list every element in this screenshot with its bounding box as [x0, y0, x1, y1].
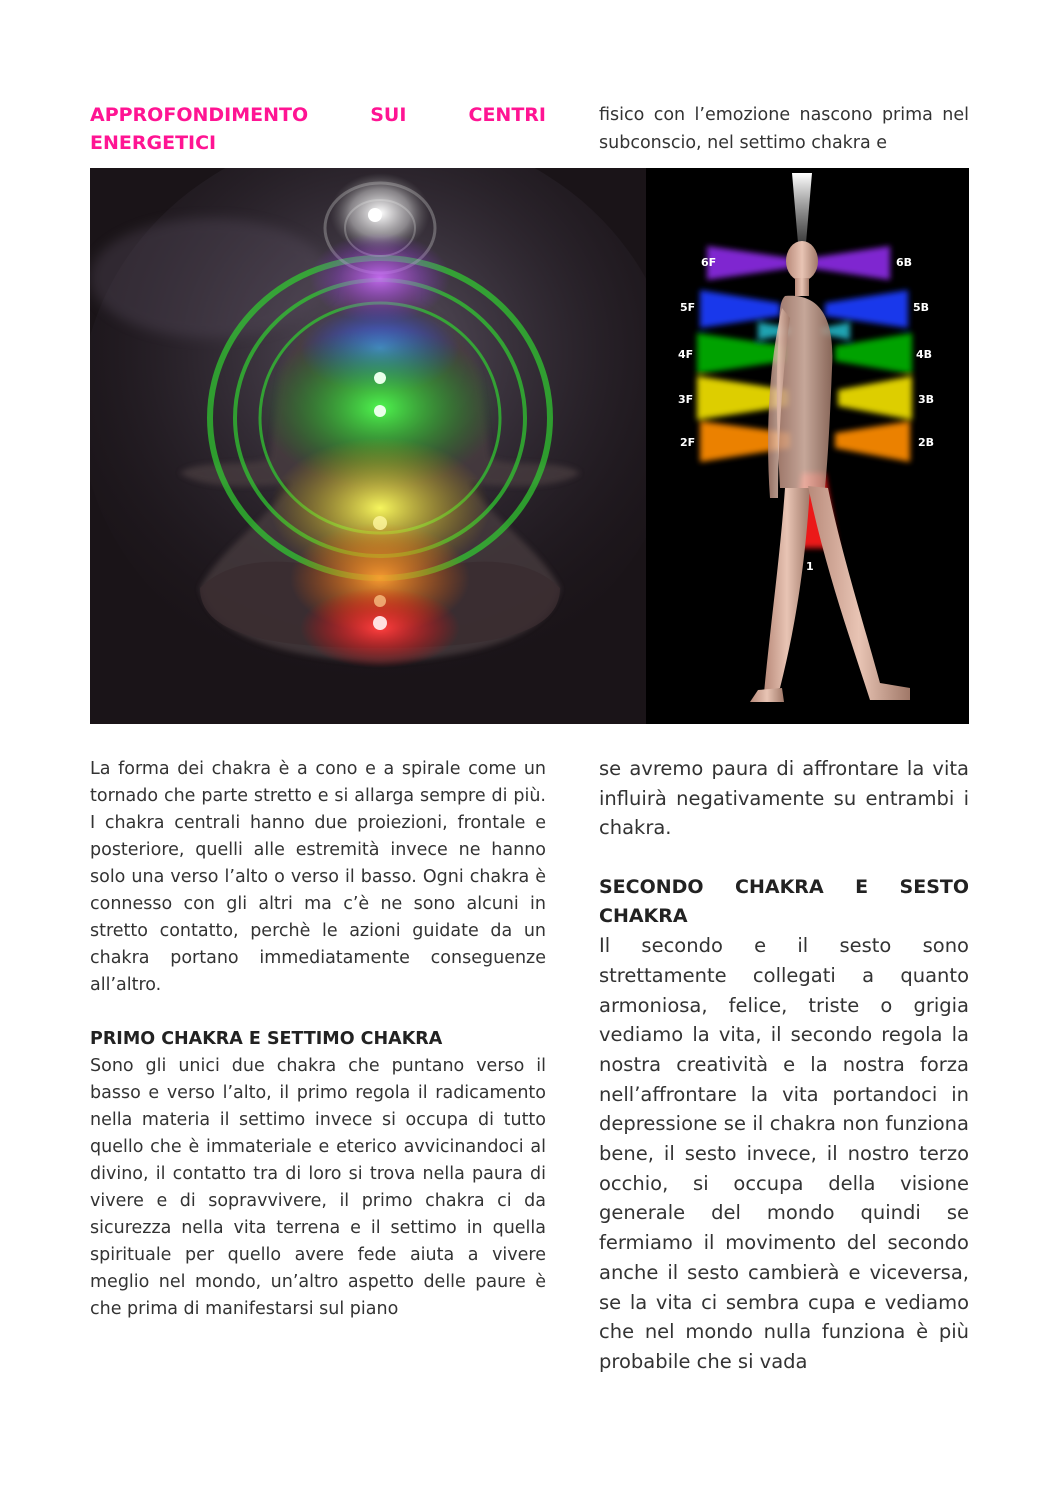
- right-body-paragraph: Il secondo e il sesto sono strettamente collegati a quanto armoniosa, felice, triste o grigia vediamo la vita, il secondo regola la nostra creatività e la nostra forza nell’affrontare la vita portandoci in depressione se il chakra non funziona bene, il sesto invece, il nostro terzo occhio, si occupa della visione generale del mondo quindi se fermiamo il movimento del secondo anche il sesto cambierà e viceversa, se la vita ci sembra cupa e vediamo che nel mondo nulla funziona è più probabile che si vada: [599, 934, 969, 1373]
- right-top-text: fisico con l’emozione nascono prima nel subconscio, nel settimo chakra e: [599, 105, 969, 153]
- label-3f: 3F: [678, 393, 694, 406]
- left-body-paragraph: Sono gli unici due chakra che puntano verso il basso e verso l’alto, il primo regola il radicamento nella materia il settimo invece si occupa di tutto quello che è immateriale e eterico avvicinandoci al divino, il contatto tra di loro si trova nella paura di vivere e di sopravvivere, il primo chakra ci da sicurezza nella vita terrena e il settimo in quella spirituale per quello avere fede aiuta a vivere meglio nel mondo, un’altro aspetto delle paure è che prima di manifestarsi sul piano: [90, 1056, 546, 1319]
- label-3b: 3B: [918, 393, 935, 406]
- label-5f: 5F: [680, 301, 696, 314]
- right-intro-paragraph: se avremo paura di affrontare la vita influirà negativamente su entrambi i chakra.: [599, 757, 969, 840]
- label-2b: 2B: [918, 436, 935, 449]
- label-2f: 2F: [680, 436, 696, 449]
- label-6b: 6B: [896, 256, 913, 269]
- label-1: 1: [806, 560, 814, 573]
- left-column: [90, 756, 546, 1323]
- chakra-illustration-svg: [90, 168, 969, 724]
- chakra-illustration: [90, 168, 969, 724]
- right-top-continuation: [599, 101, 969, 157]
- label-4b: 4B: [916, 348, 933, 361]
- right-column: [599, 754, 969, 1377]
- page-title: [90, 101, 546, 157]
- label-4f: 4F: [678, 348, 694, 361]
- label-6f: 6F: [701, 256, 717, 269]
- left-intro-paragraph: La forma dei chakra è a cono e a spirale come un tornado che parte stretto e si allarga sempre di più. I chakra centrali hanno due proiezioni, frontale e posteriore, quelli alle estremità invece ne hanno solo una verso l’alto o verso il basso. Ogni chakra è connesso con gli altri ma c’è ne sono alcuni in stretto contatto, perchè le azioni guidate da un chakra portano immediatamente conseguenze all’altro.: [90, 759, 546, 995]
- title-line-1: APPROFONDIMENTO SUI CENTRI: [90, 104, 546, 126]
- meditating-figure-panel: [90, 168, 680, 724]
- label-5b: 5B: [913, 301, 930, 314]
- section-heading-primo-settimo: PRIMO CHAKRA E SETTIMO CHAKRA: [90, 1029, 443, 1049]
- title-line-2: ENERGETICI: [90, 132, 217, 154]
- walking-figure-panel: [646, 168, 969, 724]
- section-heading-secondo-sesto: SECONDO CHAKRA E SESTO CHAKRA: [599, 876, 969, 928]
